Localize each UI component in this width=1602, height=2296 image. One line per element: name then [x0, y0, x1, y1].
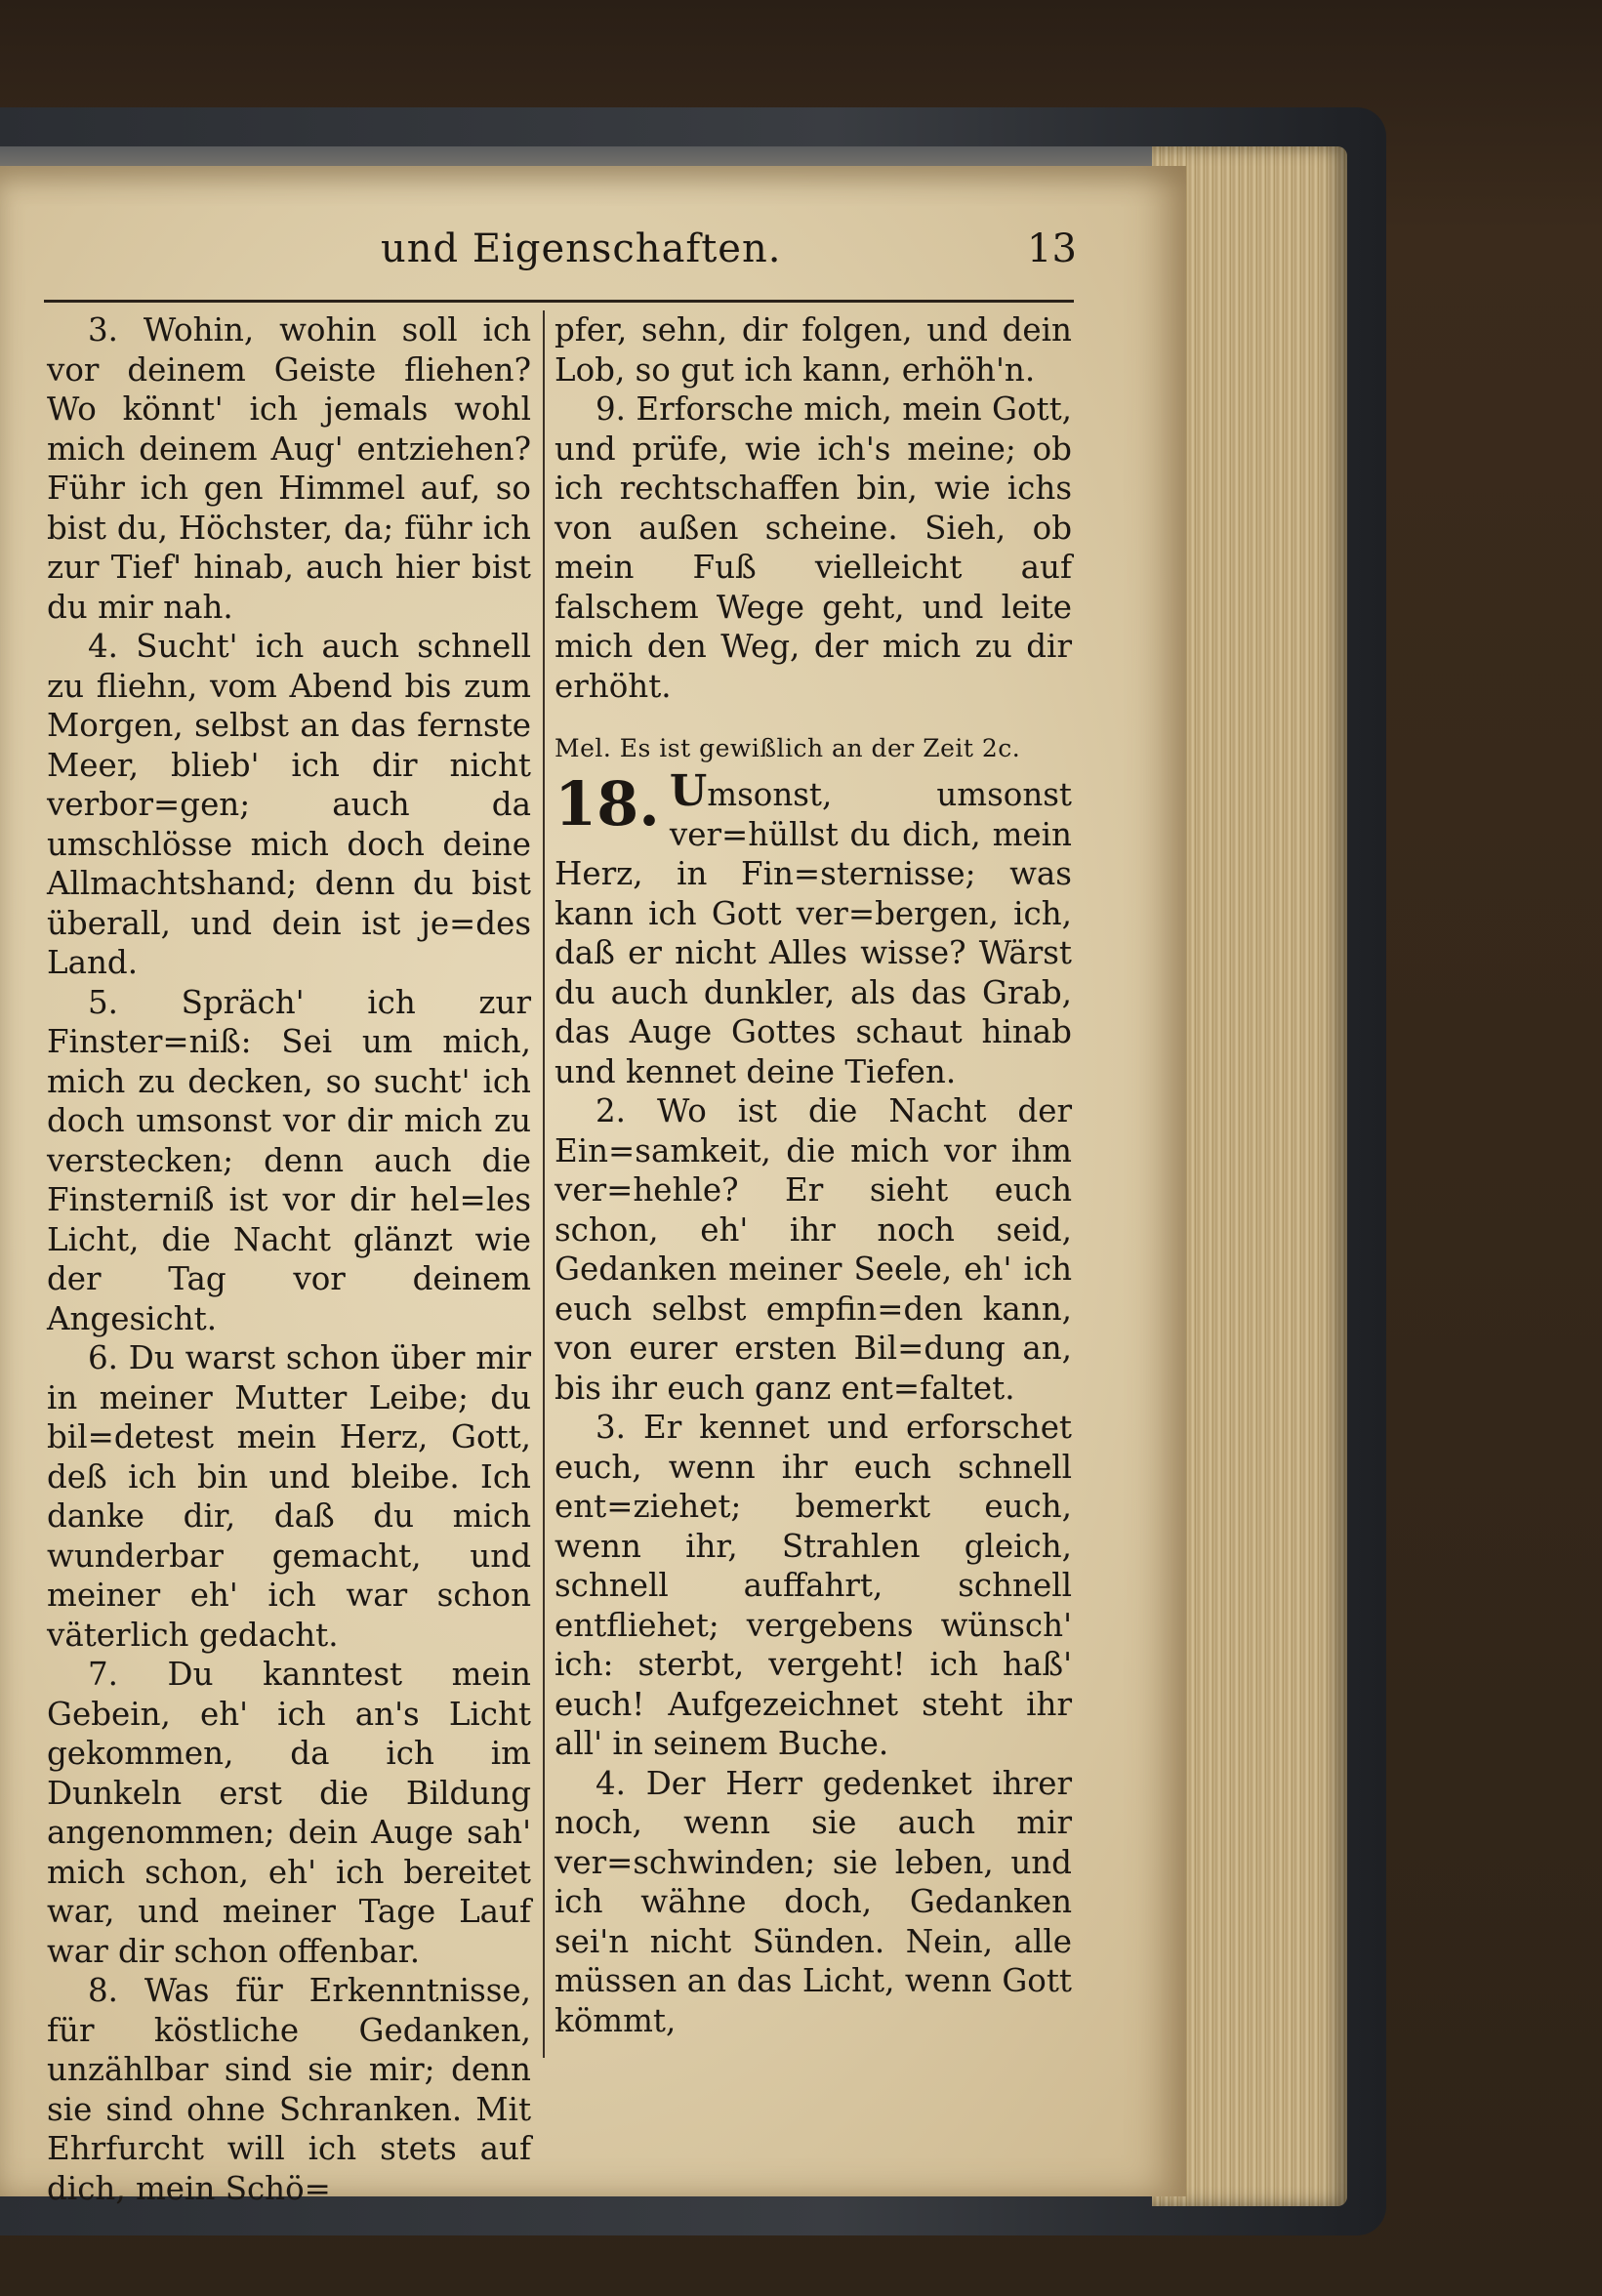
left-column: [47, 310, 531, 2208]
verse: 6. Du warst schon über mir in meiner Mutter Leibe; du bil=detest mein Herz, Gott, deß ich bin und bleibe. Ich danke dir, daß du mich wunderbar gemacht, und meiner eh' ich war schon väterlich gedacht.: [47, 1339, 531, 1654]
verse: 5. Spräch' ich zur Finster=niß: Sei um mich, mich zu decken, so sucht' ich doch umsonst vor dir mich zu verstecken; denn auch die Finsterniß ist vor dir hel=les Licht, die Nacht glänzt wie der Tag vor deinem Angesicht.: [47, 983, 531, 1337]
hymn-number: 18.: [555, 768, 660, 840]
verse: 7. Du kanntest mein Gebein, eh' ich an's Licht gekommen, da ich im Dunkeln erst die Bildung angenommen; dein Auge sah' mich schon, eh' ich bereitet war, und meiner Tage Lauf war dir schon offenbar.: [47, 1656, 531, 1970]
verse: 3. Er kennet und erforschet euch, wenn ihr euch schnell ent=ziehet; bemerkt euch, wenn ihr, Strahlen gleich, schnell auffahrt, schnell entfliehet; vergebens wünsch' ich: sterbt, vergeht! ich haß' euch! Aufgezeichnet steht ihr all' in seinem Buche.: [555, 1409, 1072, 1762]
running-head: [0, 226, 1077, 285]
verse: 9. Erforsche mich, mein Gott, und prüfe, wie ich's meine; ob ich rechtschaffen bin, wie ichs von außen scheine. Sieh, ob mein Fuß vielleicht auf falschem Wege geht, und leite mich den Weg, der mich zu dir erhöht.: [555, 390, 1072, 705]
hymn-verse-text: msonst, umsonst ver=hüllst du dich, mein Herz, in Fin=sternisse; was kann ich Gott ver=bergen, ich, daß er nicht Alles wisse? Wärst du auch dunkler, als das Grab, das Auge Gottes schaut hinab und kennet deine Tiefen.: [555, 776, 1072, 1090]
verse: 4. Sucht' ich auch schnell zu fliehn, vom Abend bis zum Morgen, selbst an das fernste Meer, blieb' ich dir nicht verbor=gen; auch da umschlösse mich doch deine Allmachtshand; denn du bist überall, und dein ist je=des Land.: [47, 628, 531, 981]
verse-continuation: pfer, sehn, dir folgen, und dein Lob, so gut ich kann, erhöh'n.: [555, 311, 1072, 389]
hymn-initial: U: [669, 766, 708, 816]
right-column: [555, 310, 1072, 2040]
verse: 2. Wo ist die Nacht der Ein=samkeit, die mich vor ihm ver=hehle? Er sieht euch schon, eh' ihr noch seid, Gedanken meiner Seele, eh' ich euch selbst empfin=den kann, von eurer ersten Bil=dung an, bis ihr euch ganz ent=faltet.: [555, 1092, 1072, 1407]
melody-line: Mel. Es ist gewißlich an der Zeit 2c.: [555, 734, 1021, 762]
page-title: und Eigenschaften.: [381, 226, 782, 271]
column-divider: [543, 310, 545, 2058]
page-number: 13: [1027, 226, 1077, 271]
header-rule: [44, 300, 1074, 303]
verse: 3. Wohin, wohin soll ich vor deinem Geiste fliehen? Wo könnt' ich jemals wohl mich deinem Aug' entziehen? Führ ich gen Himmel auf, so bist du, Höchster, da; führ ich zur Tief' hinab, auch hier bist du mir nah.: [47, 311, 531, 626]
verse: 8. Was für Erkenntnisse, für köstliche Gedanken, unzählbar sind sie mir; denn sie sind ohne Schranken. Mit Ehrfurcht will ich stets auf dich, mein Schö=: [47, 1972, 531, 2207]
verse: 4. Der Herr gedenket ihrer noch, wenn sie auch mir ver=schwinden; sie leben, und ich wähne doch, Gedanken sei'n nicht Sünden. Nein, alle müssen an das Licht, wenn Gott kömmt,: [555, 1764, 1072, 2039]
hymn-first-verse: [555, 766, 1072, 1091]
